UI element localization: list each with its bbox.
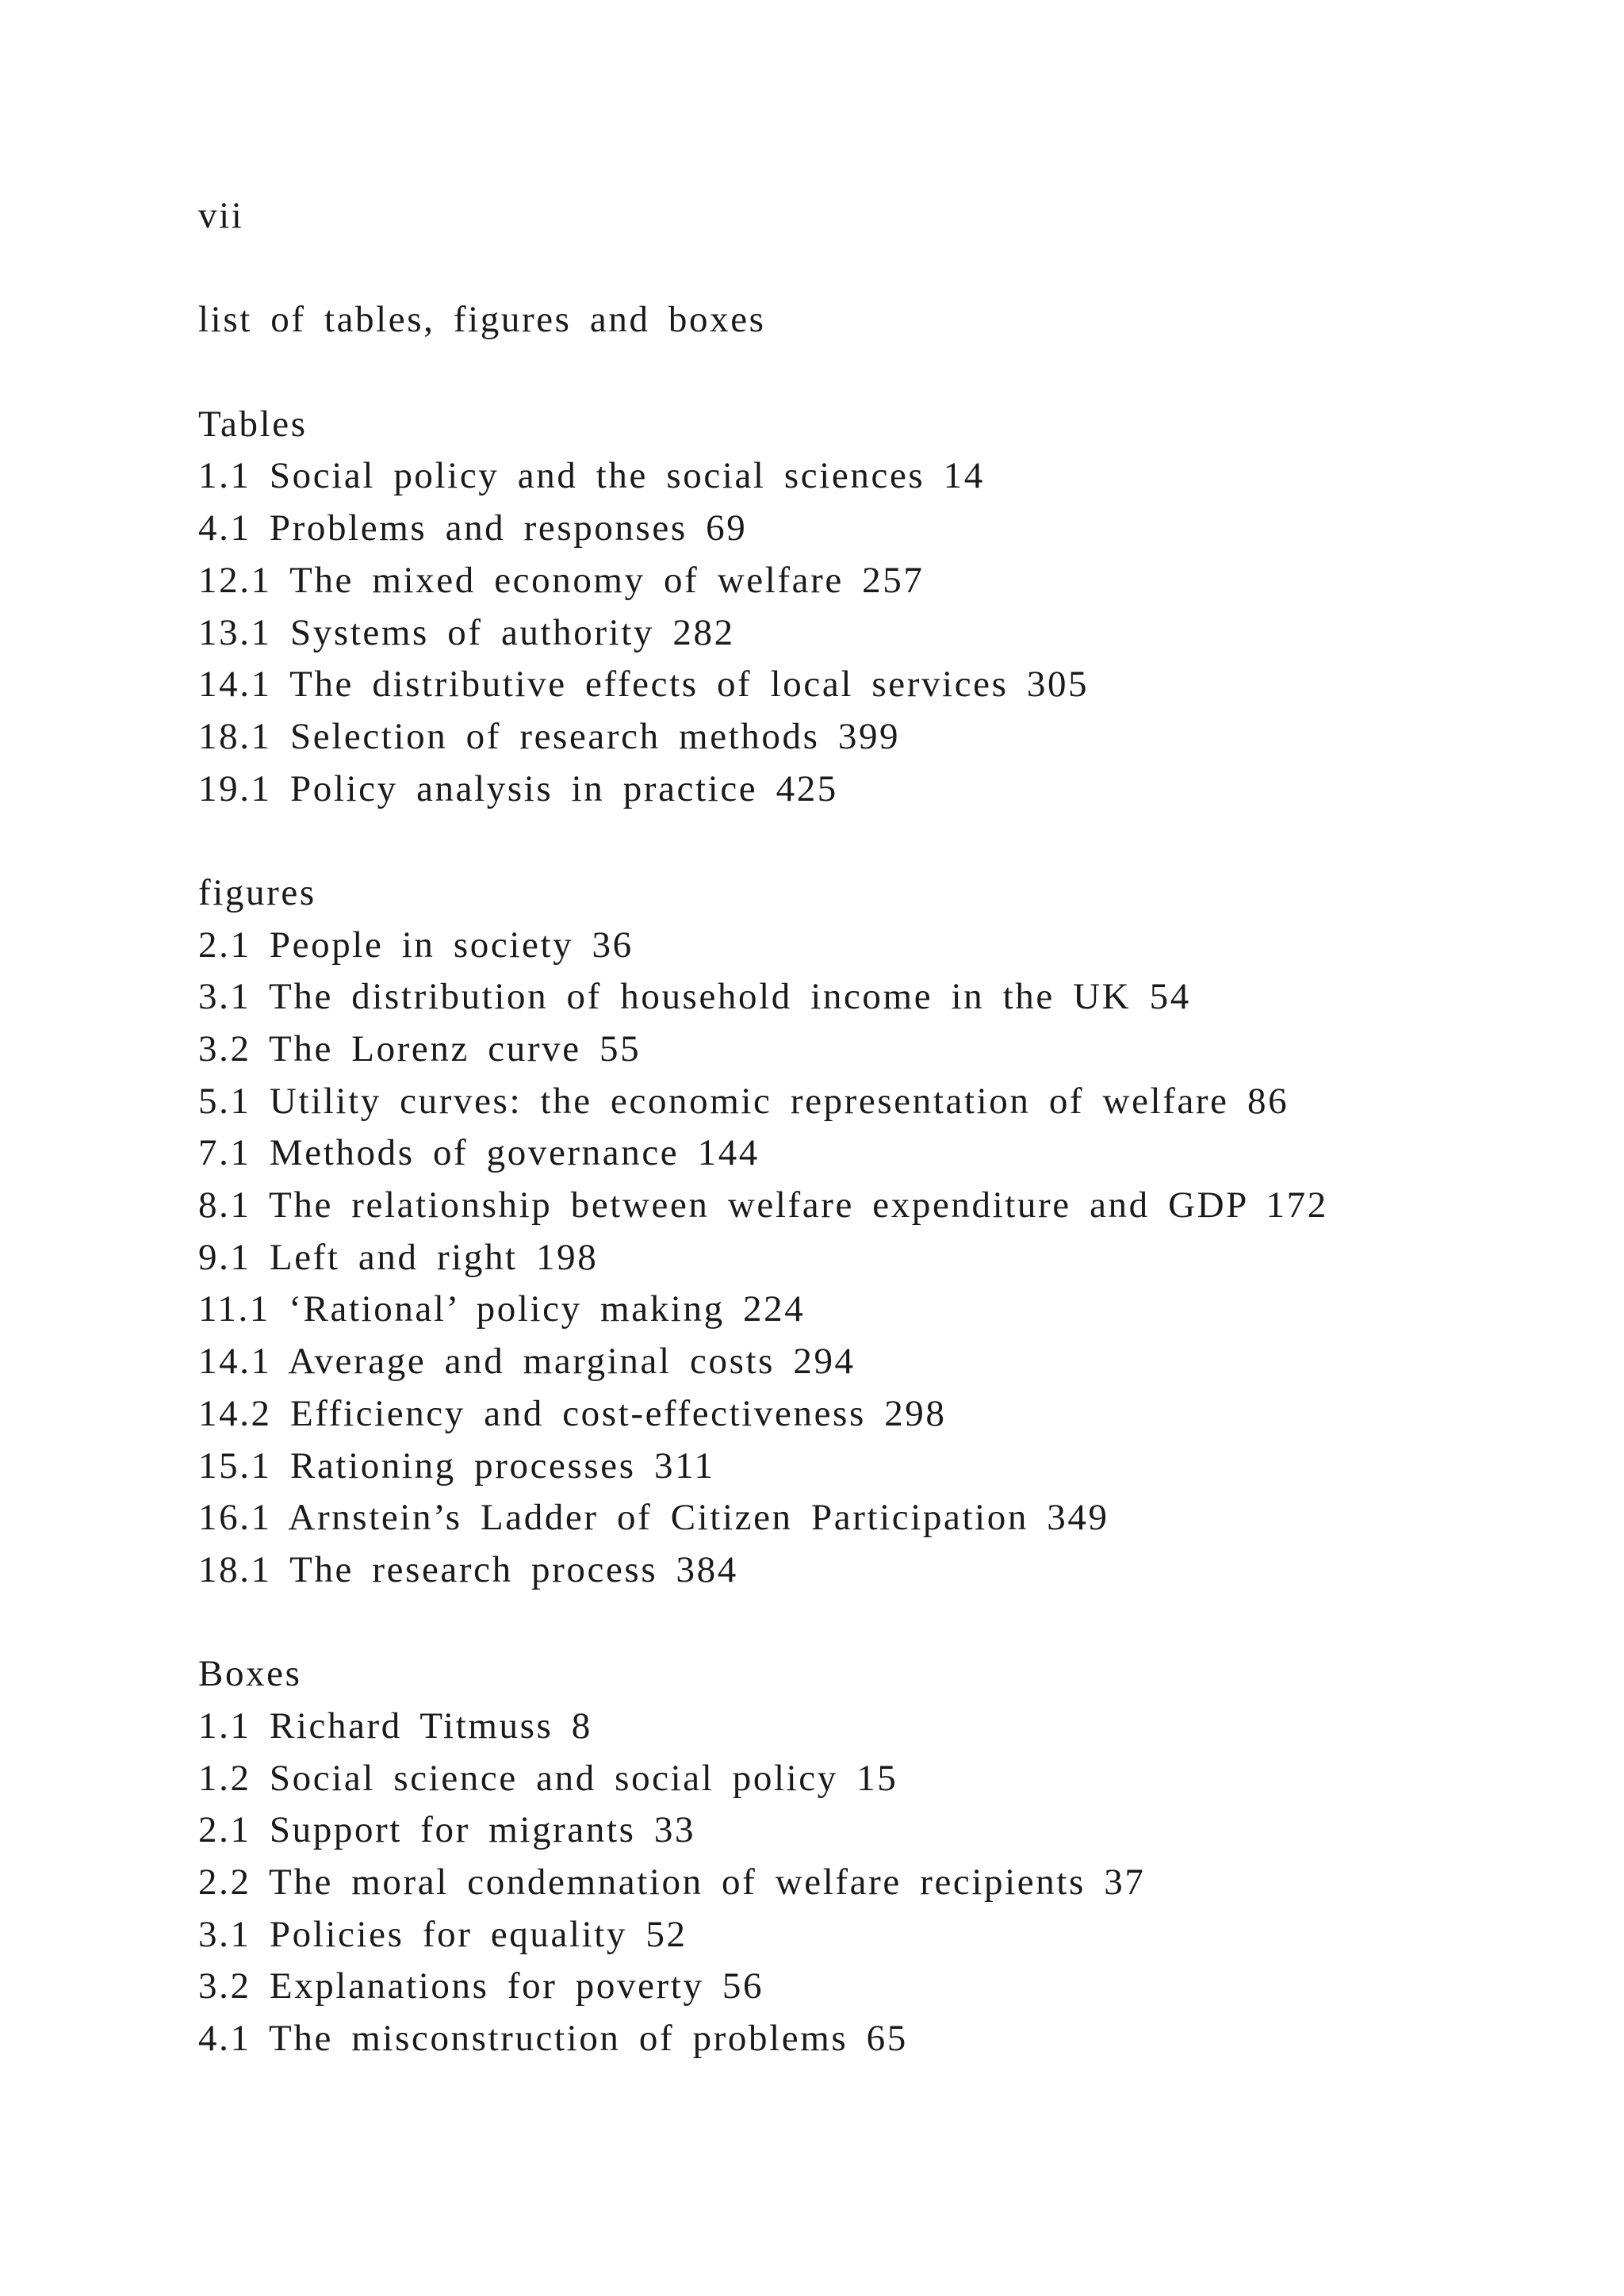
list-item-table: 4.1 Problems and responses 69 bbox=[198, 507, 748, 549]
list-item-box: 1.1 Richard Titmuss 8 bbox=[198, 1705, 592, 1747]
list-item-table: 1.1 Social policy and the social sciences 14 bbox=[198, 455, 985, 497]
list-item-figure: 16.1 Arnstein’s Ladder of Citizen Participation 349 bbox=[198, 1497, 1109, 1539]
list-item-figure: 15.1 Rationing processes 311 bbox=[198, 1445, 715, 1487]
list-item-figure: 3.2 The Lorenz curve 55 bbox=[198, 1028, 642, 1070]
section-heading-boxes: Boxes bbox=[198, 1653, 302, 1695]
section-heading-tables: Tables bbox=[198, 403, 308, 445]
list-item-figure: 18.1 The research process 384 bbox=[198, 1548, 738, 1590]
list-item-box: 2.2 The moral condemnation of welfare recipients 37 bbox=[198, 1862, 1146, 1903]
page-title: list of tables, figures and boxes bbox=[198, 299, 766, 341]
section-heading-figures: figures bbox=[198, 871, 316, 913]
list-item-figure: 2.1 People in society 36 bbox=[198, 924, 634, 966]
page-number: vii bbox=[198, 195, 244, 236]
spacer bbox=[198, 346, 1546, 399]
list-item-box: 1.2 Social science and social policy 15 bbox=[198, 1757, 898, 1799]
list-item-figure: 3.1 The distribution of household income in the UK 54 bbox=[198, 976, 1191, 1018]
list-item-box: 3.2 Explanations for poverty 56 bbox=[198, 1965, 764, 2007]
list-item-table: 12.1 The mixed economy of welfare 257 bbox=[198, 559, 925, 601]
spacer bbox=[198, 1597, 1546, 1649]
list-item-figure: 7.1 Methods of governance 144 bbox=[198, 1132, 760, 1174]
spacer bbox=[198, 815, 1546, 867]
list-item-table: 13.1 Systems of authority 282 bbox=[198, 611, 735, 653]
list-item-table: 18.1 Selection of research methods 399 bbox=[198, 715, 901, 757]
list-item-box: 2.1 Support for migrants 33 bbox=[198, 1809, 696, 1851]
spacer bbox=[198, 243, 1546, 295]
list-item-figure: 14.2 Efficiency and cost-effectiveness 298 bbox=[198, 1392, 947, 1434]
list-item-table: 19.1 Policy analysis in practice 425 bbox=[198, 767, 838, 809]
list-item-figure: 11.1 ‘Rational’ policy making 224 bbox=[198, 1288, 806, 1330]
page-content bbox=[198, 190, 1546, 2065]
list-item-figure: 14.1 Average and marginal costs 294 bbox=[198, 1341, 856, 1383]
list-item-box: 3.1 Policies for equality 52 bbox=[198, 1913, 688, 1955]
list-item-table: 14.1 The distributive effects of local services 305 bbox=[198, 664, 1090, 706]
list-item-figure: 5.1 Utility curves: the economic representation of welfare 86 bbox=[198, 1080, 1289, 1122]
list-item-figure: 8.1 The relationship between welfare expenditure and GDP 172 bbox=[198, 1184, 1328, 1226]
list-item-box: 4.1 The misconstruction of problems 65 bbox=[198, 2018, 908, 2060]
list-item-figure: 9.1 Left and right 198 bbox=[198, 1236, 599, 1278]
